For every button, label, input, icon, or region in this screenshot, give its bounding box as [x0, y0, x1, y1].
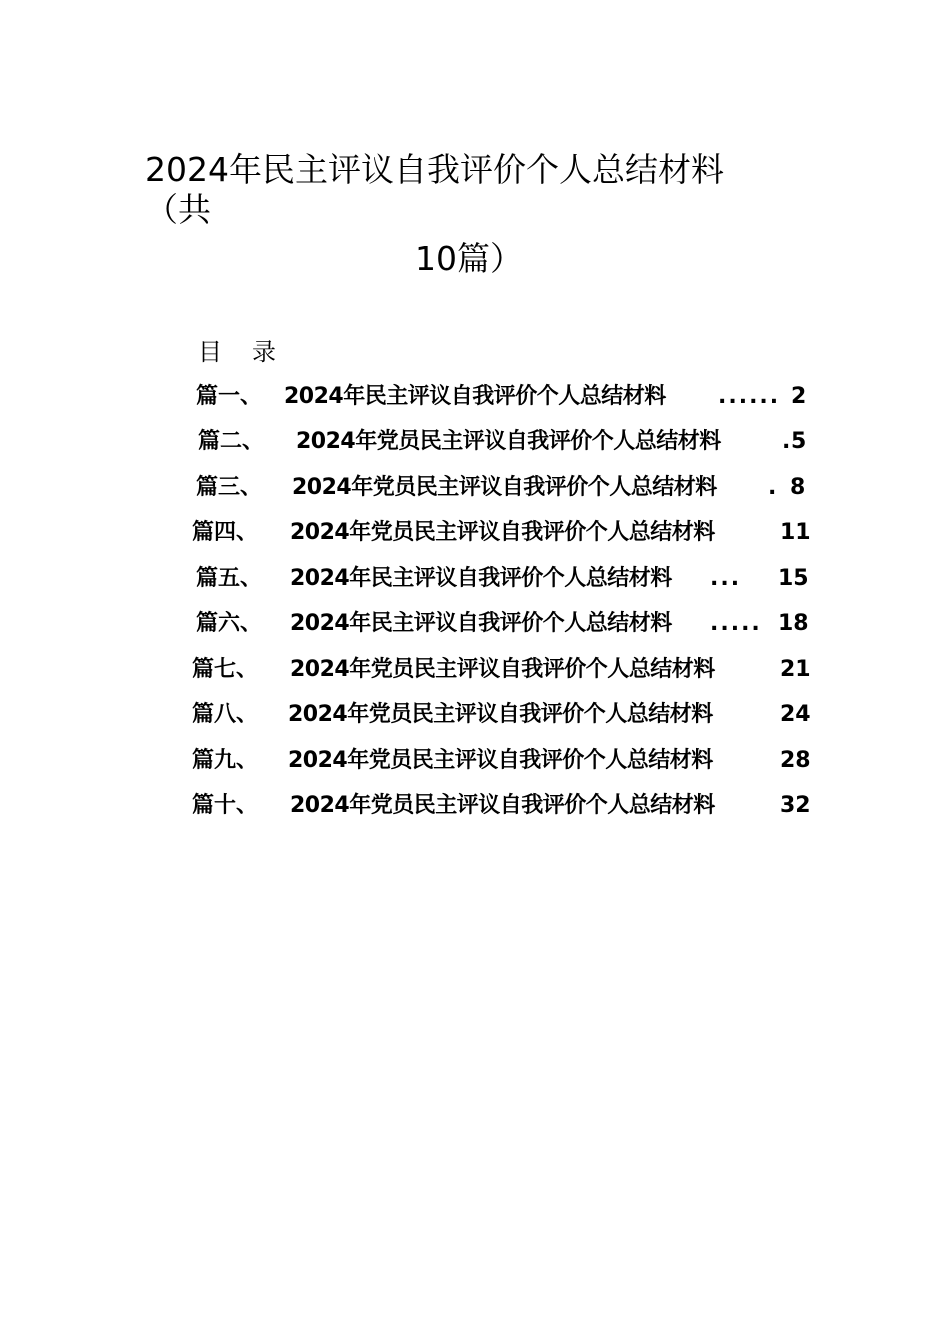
document-title-line-1: 2024年民主评议自我评价个人总结材料 [145, 150, 724, 189]
toc-item-number: 篇八、 [192, 702, 259, 727]
toc-item[interactable] [192, 653, 811, 687]
toc-item-page: 21 [780, 657, 811, 682]
toc-item[interactable] [192, 516, 811, 550]
toc-item-title: 2024年党员民主评议自我评价个人总结材料 [290, 793, 715, 818]
toc-item-title: 2024年党员民主评议自我评价个人总结材料 [288, 748, 713, 773]
toc-item[interactable] [196, 607, 808, 641]
toc-item-page: 18 [778, 611, 809, 636]
document-title-line-3: 10篇） [415, 239, 523, 278]
toc-item[interactable] [196, 471, 808, 505]
toc-item-number: 篇四、 [192, 520, 259, 545]
toc-item-title: 2024年党员民主评议自我评价个人总结材料 [290, 520, 715, 545]
toc-item-number: 篇九、 [192, 748, 259, 773]
toc-item-leader: . [768, 475, 779, 500]
document-title-line-2: （共 [145, 190, 211, 229]
toc-item-title: 2024年民主评议自我评价个人总结材料 [284, 384, 666, 409]
toc-item-page: 11 [780, 520, 811, 545]
toc-item-page: 8 [790, 475, 806, 500]
toc-item[interactable] [196, 380, 808, 414]
toc-item-leader: ...... [718, 384, 781, 409]
toc-item[interactable] [198, 425, 810, 459]
toc-item-number: 篇五、 [196, 566, 263, 591]
toc-item-title: 2024年党员民主评议自我评价个人总结材料 [290, 657, 715, 682]
toc-item-title: 2024年民主评议自我评价个人总结材料 [290, 611, 672, 636]
toc-item[interactable] [192, 698, 811, 732]
toc-item-title: 2024年党员民主评议自我评价个人总结材料 [292, 475, 717, 500]
toc-item-title: 2024年党员民主评议自我评价个人总结材料 [288, 702, 713, 727]
toc-item-leader: ..... [710, 611, 762, 636]
toc-item-page: 24 [780, 702, 811, 727]
toc-item[interactable] [192, 744, 811, 778]
toc-item-number: 篇六、 [196, 611, 263, 636]
toc-item-page: 15 [778, 566, 809, 591]
toc-item-leader: . [782, 429, 793, 454]
toc-item-page: 32 [780, 793, 811, 818]
toc-item-title: 2024年党员民主评议自我评价个人总结材料 [296, 429, 721, 454]
toc-item-page: 5 [791, 429, 807, 454]
toc-item-number: 篇三、 [196, 475, 263, 500]
toc-item[interactable] [192, 789, 811, 823]
toc-item-title: 2024年民主评议自我评价个人总结材料 [290, 566, 672, 591]
toc-item-leader: ... [710, 566, 742, 591]
toc-item-number: 篇七、 [192, 657, 259, 682]
toc-heading: 目录 [198, 338, 306, 366]
toc-item-number: 篇二、 [198, 429, 265, 454]
toc-item-number: 篇一、 [196, 384, 263, 409]
toc-item-page: 2 [791, 384, 807, 409]
toc-item-page: 28 [780, 748, 811, 773]
toc-item-number: 篇十、 [192, 793, 259, 818]
toc-item[interactable] [196, 562, 808, 596]
